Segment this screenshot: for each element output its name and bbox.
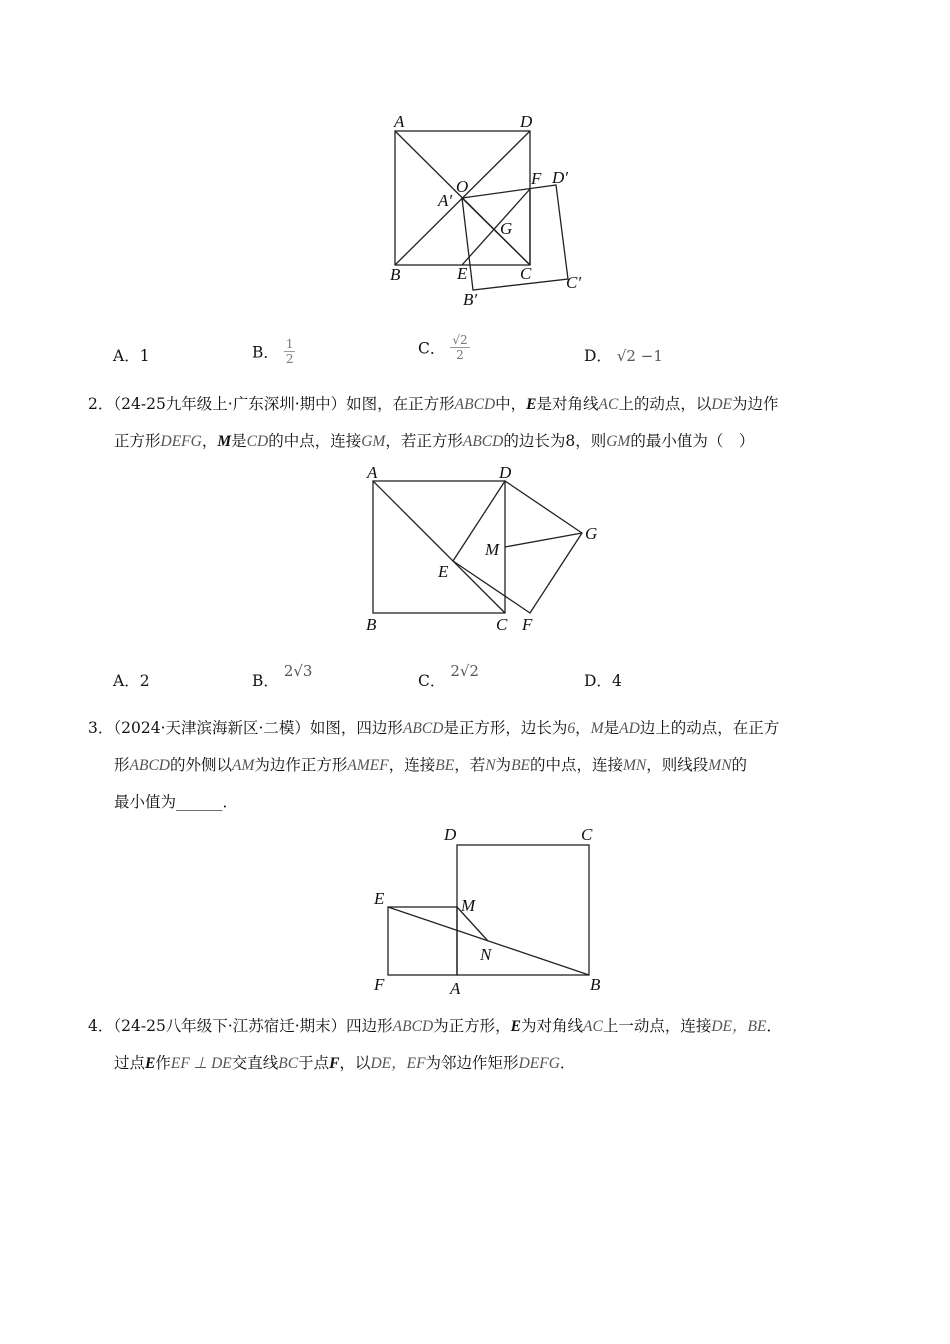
q1-option-b[interactable]: B． $\frac{1}{2}$ [252, 337, 294, 366]
q1-option-c[interactable]: C． $\frac{√2}{2}$ [418, 333, 468, 362]
question-4: 4．（24-25八年级下·江苏宿迁·期末）四边形ABCD为正方形，E为对角线AC上一动点，连接DE，BE． 过点E作EF ⊥ DE交直线BC于点F，以DE，EF为邻边作矩形DEFG． [88, 1017, 782, 1072]
q2-option-a[interactable]: A．2 [113, 672, 150, 690]
question-3: 3．（2024·天津滨海新区·二模）如图，四边形ABCD是正方形，边长为6，M是AD边上的动点，在正方 形ABCD的外侧以AM为边作正方形AMEF，连接BE，若N为BE的中点，连接MN，则线段MN的 最小值为______． [88, 719, 780, 811]
label-G: G [500, 219, 513, 238]
label-C-prime: C′ [566, 273, 582, 292]
label-M: M [461, 896, 476, 915]
label-D: D [499, 463, 512, 482]
figure-2 [360, 460, 610, 640]
q2-option-d[interactable]: D．4 [584, 672, 622, 690]
fraction-one-half: $\frac{1}{2}$ [285, 337, 294, 366]
q1-option-d[interactable]: D． √2 −1 [584, 347, 663, 365]
label-A-prime: A′ [438, 191, 453, 210]
label-A: A [394, 112, 405, 131]
q2-option-c[interactable]: C． 2√2 [418, 662, 479, 690]
label-C: C [520, 264, 532, 283]
label-B: B [366, 615, 377, 634]
label-A: A [367, 463, 378, 482]
label-B-prime: B′ [463, 290, 478, 309]
label-E: E [374, 889, 385, 908]
label-E: E [438, 562, 449, 581]
figure-3 [368, 822, 618, 1002]
label-F: F [374, 975, 385, 994]
label-A: A [450, 979, 461, 998]
label-N: N [480, 945, 492, 964]
label-B: B [590, 975, 601, 994]
label-C: C [581, 825, 593, 844]
label-D: D [444, 825, 457, 844]
q2-option-b[interactable]: B． 2√3 [252, 662, 313, 690]
label-F: F [522, 615, 533, 634]
question-2: 2．（24-25九年级上·广东深圳·期中）如图，在正方形ABCD中，E是对角线AC上的动点，以DE为边作 正方形DEFG，M是CD的中点，连接GM，若正方形ABCD的边长为8，则GM的最小值为（ ） [88, 395, 779, 450]
label-D: D [520, 112, 533, 131]
label-B: B [390, 265, 401, 284]
label-E: E [457, 264, 468, 283]
label-M: M [485, 540, 500, 559]
fraction-sqrt2-over-2: $\frac{√2}{2}$ [452, 333, 468, 362]
q1-option-a[interactable]: A．1 [113, 347, 150, 365]
label-O: O [456, 177, 469, 196]
label-C: C [496, 615, 508, 634]
label-D-prime: D′ [552, 168, 568, 187]
label-F: F [531, 169, 542, 188]
label-G: G [585, 524, 598, 543]
figure-1 [380, 110, 600, 310]
